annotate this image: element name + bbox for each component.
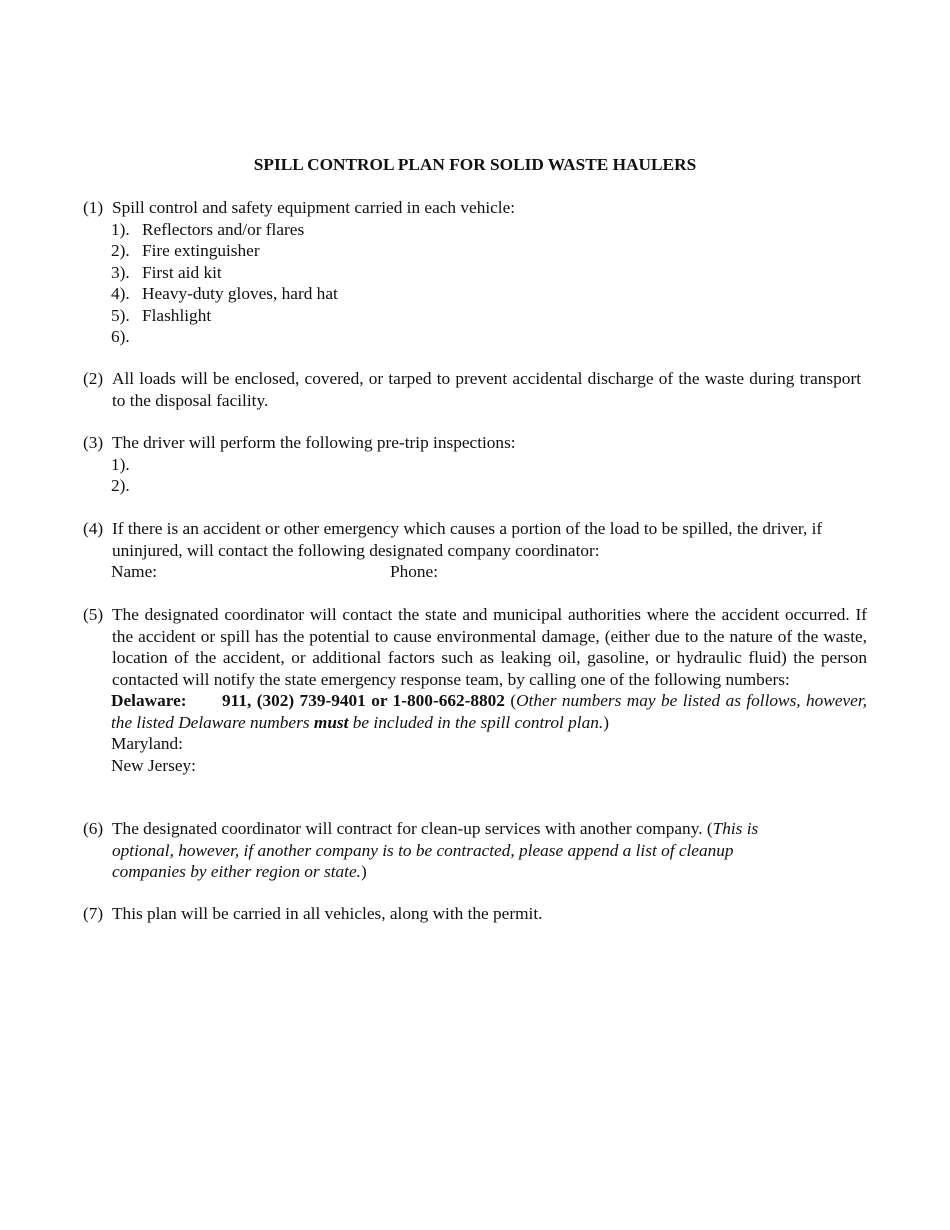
section-6-note: This is optional, however, if another company is to be contracted, please append a list of cleanup companies by either region or state. xyxy=(112,819,759,881)
coordinator-contact xyxy=(111,561,863,583)
list-item xyxy=(111,454,867,476)
list-item-number: 2). xyxy=(111,241,130,260)
section-3 xyxy=(83,432,867,497)
section-text xyxy=(112,818,809,883)
list-item-number: 3). xyxy=(111,262,130,282)
section-5 xyxy=(83,604,867,776)
list-item-number: 1). xyxy=(111,219,130,239)
new-jersey-label: New Jersey: xyxy=(111,755,196,775)
section-number: (3) xyxy=(83,433,104,452)
list-item xyxy=(111,262,867,284)
delaware-label: Delaware: xyxy=(111,691,187,710)
name-label: Name: xyxy=(111,562,158,581)
must-emphasis: must xyxy=(313,712,349,732)
section-text: If there is an accident or other emergency which causes a portion of the load to be spilled, the driver, if uninjured, will contact the following designated company coordinator: xyxy=(112,519,823,560)
list-item-text: Flashlight xyxy=(142,305,212,325)
section-number: (7) xyxy=(83,904,104,923)
inspection-list xyxy=(111,454,867,497)
list-item xyxy=(111,305,867,327)
list-item-text: Heavy-duty gloves, hard hat xyxy=(142,284,338,303)
section-number: (4) xyxy=(83,519,104,538)
delaware-note-end: be included in the spill control plan. xyxy=(348,712,604,732)
list-item xyxy=(111,283,867,305)
document-title: SPILL CONTROL PLAN FOR SOLID WASTE HAULERS xyxy=(253,155,697,174)
section-number: (6) xyxy=(83,819,104,838)
paren: ( xyxy=(504,691,517,710)
list-item xyxy=(111,475,867,497)
section-1 xyxy=(83,197,867,348)
section-6-text: The designated coordinator will contract for clean-up services with another company. ( xyxy=(112,819,713,838)
list-item-number: 1). xyxy=(111,454,130,474)
list-item xyxy=(111,219,867,241)
delaware-note: Other numbers may be listed as follows, however, the listed Delaware numbers xyxy=(111,691,867,732)
list-item-number: 4). xyxy=(111,284,130,303)
list-item-number: 2). xyxy=(111,476,130,495)
list-item-text: Fire extinguisher xyxy=(142,241,260,260)
section-7 xyxy=(83,903,867,925)
list-item-text: First aid kit xyxy=(142,262,222,282)
section-number: (2) xyxy=(83,369,104,388)
list-item-number: 5). xyxy=(111,305,130,325)
section-6 xyxy=(83,818,809,883)
paren: ) xyxy=(603,712,609,732)
section-number: (5) xyxy=(83,605,104,624)
delaware-contact xyxy=(111,690,867,733)
phone-label: Phone: xyxy=(390,562,439,581)
list-item xyxy=(111,240,867,262)
list-item xyxy=(111,326,867,348)
list-item-text: Reflectors and/or flares xyxy=(142,219,305,239)
equipment-list xyxy=(111,219,867,348)
list-item-number: 6). xyxy=(111,327,130,346)
delaware-numbers: 911, (302) 739-9401 or 1-800-662-8802 xyxy=(222,691,505,710)
section-4 xyxy=(83,518,863,583)
paren: ) xyxy=(360,862,367,881)
maryland-label: Maryland: xyxy=(111,734,183,753)
section-text: This plan will be carried in all vehicles, along with the permit. xyxy=(112,904,543,923)
section-number: (1) xyxy=(83,198,104,217)
state-contacts xyxy=(111,690,867,776)
section-text: The designated coordinator will contact the state and municipal authorities where the accident occurred. If the accident or spill has the potential to cause environmental damage, (either due to the nature of the waste, location of the accident, or additional factors such as leaking oil, gasoline, or hydraulic fluid) the person contacted will notify the state emergency response team, by calling one of the following numbers: xyxy=(112,605,867,689)
section-text: All loads will be enclosed, covered, or tarped to prevent accidental discharge of the waste during transport to the disposal facility. xyxy=(112,369,861,410)
section-text: Spill control and safety equipment carried in each vehicle: xyxy=(112,198,516,217)
section-text: The driver will perform the following pre-trip inspections: xyxy=(112,433,516,452)
section-2 xyxy=(83,368,861,411)
